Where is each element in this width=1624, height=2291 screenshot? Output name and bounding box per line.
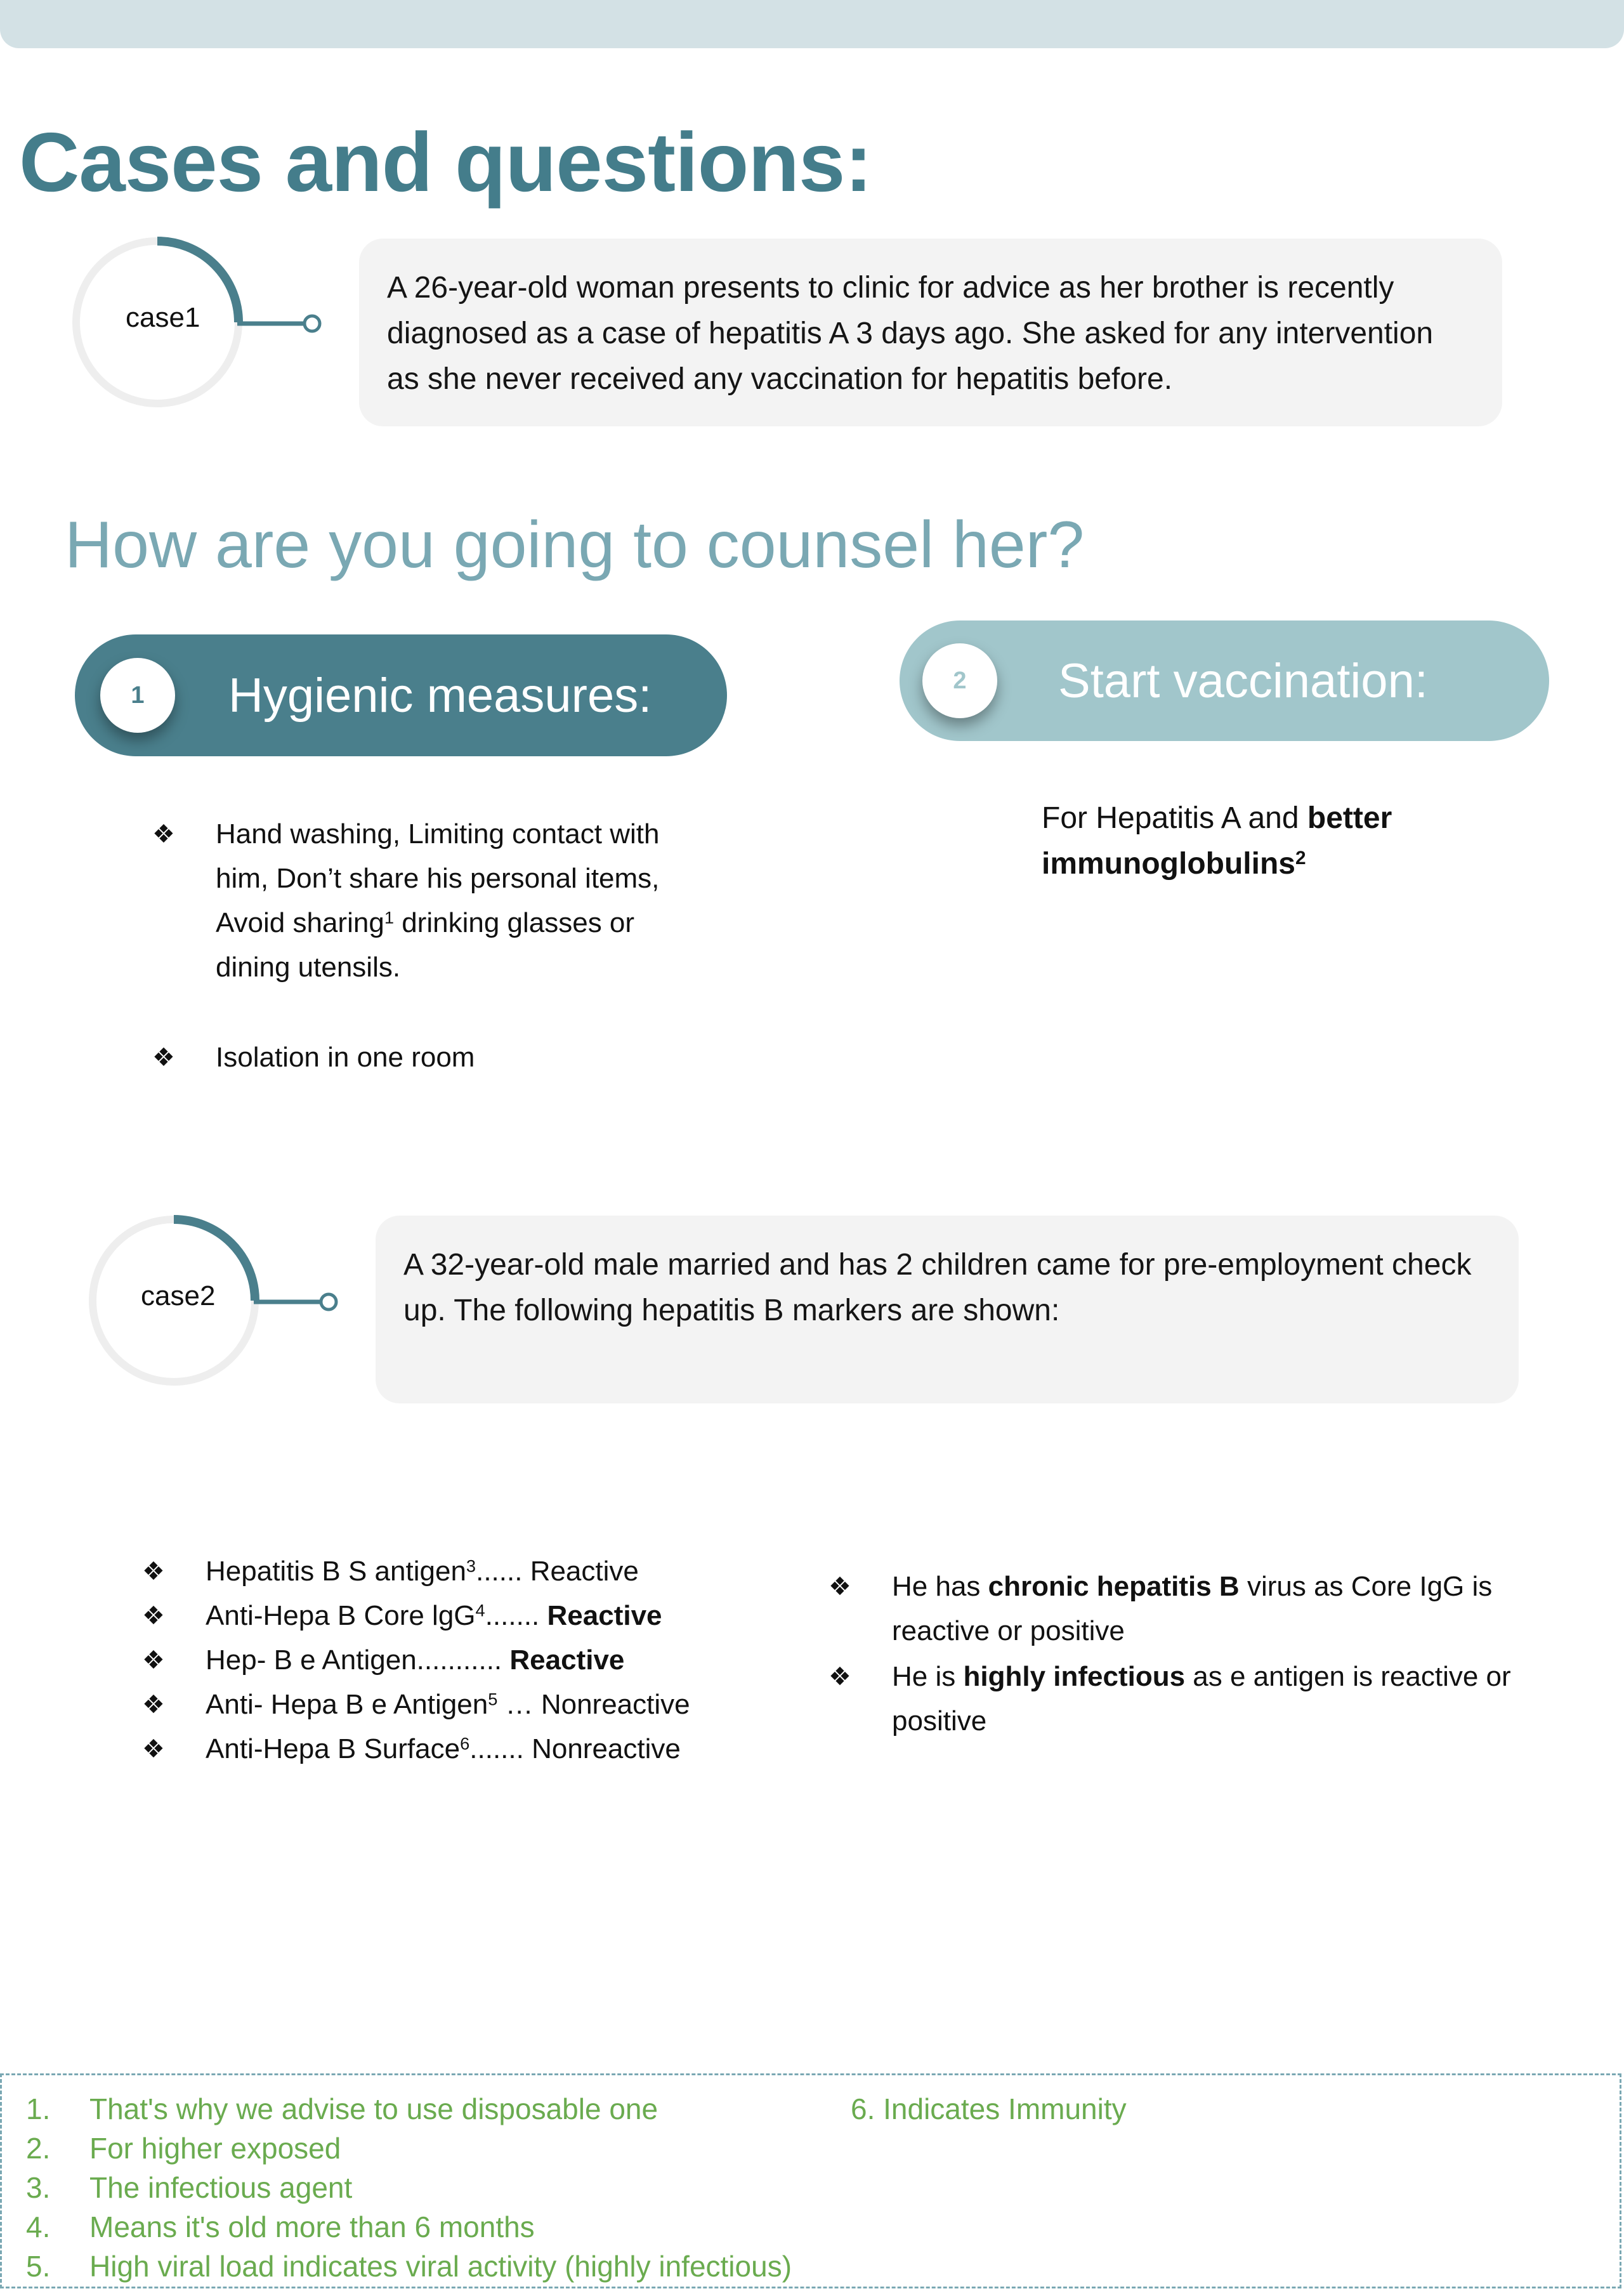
footnote-item bbox=[26, 2168, 851, 2207]
conclusion-emphasis: chronic hepatitis B bbox=[988, 1571, 1240, 1602]
footnotes-box bbox=[0, 2073, 1621, 2288]
conclusion-text: He has bbox=[892, 1571, 988, 1602]
conclusion-emphasis: highly infectious bbox=[963, 1661, 1186, 1692]
diamond-bullet-icon: ❖ bbox=[142, 1558, 165, 1585]
marker-result: Nonreactive bbox=[540, 1689, 690, 1720]
marker-row bbox=[142, 1638, 840, 1683]
marker-dots: … bbox=[497, 1689, 534, 1720]
diamond-bullet-icon: ❖ bbox=[828, 1573, 851, 1601]
case2-description: A 32-year-old male married and has 2 children came for pre-employment check up. The following hepatitis B markers are shown: bbox=[403, 1248, 1472, 1327]
marker-result: Reactive bbox=[547, 1600, 662, 1631]
hygiene-bullet-2-text: Isolation in one room bbox=[216, 1042, 475, 1073]
hepatitis-markers-list bbox=[142, 1549, 840, 1778]
vaccination-text-plain: For Hepatitis A and bbox=[1042, 801, 1307, 835]
footnote-text: For higher exposed bbox=[89, 2132, 341, 2165]
footnote-text: That's why we advise to use disposable one bbox=[89, 2092, 658, 2125]
case1-description-box bbox=[359, 239, 1502, 426]
footnote-text: The infectious agent bbox=[89, 2171, 353, 2204]
footnote-number: 5. bbox=[26, 2250, 51, 2283]
hygiene-bullet-1 bbox=[152, 812, 710, 996]
marker-name: Hepatitis B S antigen bbox=[206, 1556, 466, 1587]
diamond-bullet-icon: ❖ bbox=[142, 1602, 165, 1630]
footnote-number: 1. bbox=[26, 2092, 51, 2125]
diamond-bullet-icon: ❖ bbox=[828, 1663, 851, 1691]
diamond-bullet-icon: ❖ bbox=[152, 820, 175, 848]
marker-name: Anti-Hepa B Core lgG bbox=[206, 1600, 476, 1631]
marker-result: Reactive bbox=[530, 1556, 639, 1587]
vaccination-text-bold: better immunoglobulins bbox=[1042, 801, 1392, 881]
step2-number-badge: 2 bbox=[922, 643, 997, 718]
footnote-item bbox=[26, 2089, 851, 2129]
step2-title: Start vaccination: bbox=[1058, 653, 1428, 708]
marker-name: Anti- Hepa B e Antigen bbox=[206, 1689, 488, 1720]
case1-label: case1 bbox=[126, 302, 200, 333]
footnote-6: 6. Indicates Immunity bbox=[851, 2092, 1127, 2125]
marker-row bbox=[142, 1727, 840, 1771]
conclusion-infectious bbox=[828, 1655, 1539, 1743]
start-vaccination-pill bbox=[900, 620, 1549, 741]
diamond-bullet-icon: ❖ bbox=[142, 1691, 165, 1719]
step1-number-badge: 1 bbox=[100, 658, 175, 733]
footnote-number: 4. bbox=[26, 2210, 51, 2243]
conclusion-text: as e antigen is reactive or positive bbox=[892, 1661, 1511, 1736]
marker-row bbox=[142, 1594, 840, 1638]
conclusion-chronic bbox=[828, 1565, 1539, 1653]
marker-dots: ....... bbox=[485, 1600, 540, 1631]
marker-dots: ........... bbox=[416, 1644, 502, 1676]
conclusion-text: virus as Core IgG is reactive or positive bbox=[892, 1571, 1493, 1646]
footnote-ref-1: 1 bbox=[384, 907, 394, 928]
footnote-item bbox=[26, 2207, 851, 2247]
case1-connector-icon bbox=[235, 311, 324, 336]
footnote-item bbox=[26, 2247, 851, 2286]
marker-name: Hep- B e Antigen bbox=[206, 1644, 417, 1676]
marker-dots: ....... bbox=[469, 1733, 524, 1764]
footnote-item bbox=[26, 2129, 851, 2168]
footnote-ref-3: 3 bbox=[466, 1556, 476, 1576]
case1-description: A 26-year-old woman presents to clinic for advice as her brother is recently diagnosed as a case of hepatitis A 3 days ago. She asked for any intervention as she never received any vaccination for hepatitis before. bbox=[387, 271, 1434, 396]
marker-name: Anti-Hepa B Surface bbox=[206, 1733, 461, 1764]
diamond-bullet-icon: ❖ bbox=[142, 1735, 165, 1763]
marker-result: Nonreactive bbox=[532, 1733, 681, 1764]
hygiene-bullet-1-text-cont: drinking glasses or dining utensils. bbox=[216, 907, 635, 983]
marker-result: Reactive bbox=[509, 1644, 625, 1676]
footnote-ref-2: 2 bbox=[1295, 848, 1306, 869]
footnote-ref-5: 5 bbox=[488, 1689, 498, 1709]
footnote-text: High viral load indicates viral activity (highly infectious) bbox=[89, 2250, 792, 2283]
hygiene-bullet-1-text: Hand washing, Limiting contact with him, Don’t share his personal items, Avoid sharing bbox=[216, 818, 660, 938]
footnote-number: 3. bbox=[26, 2171, 51, 2204]
case2-label: case2 bbox=[141, 1280, 216, 1311]
footnote-ref-4: 4 bbox=[475, 1600, 485, 1620]
marker-row bbox=[142, 1683, 840, 1727]
marker-dots: ...... bbox=[476, 1556, 523, 1587]
vaccination-text bbox=[1042, 796, 1486, 887]
conclusion-text: He is bbox=[892, 1661, 964, 1692]
counsel-question: How are you going to counsel her? bbox=[65, 508, 1085, 582]
page-title: Cases and questions: bbox=[19, 115, 872, 209]
footnote-number: 2. bbox=[26, 2132, 51, 2165]
footnote-text: Means it's old more than 6 months bbox=[89, 2210, 535, 2243]
footnote-ref-6: 6 bbox=[460, 1733, 470, 1754]
top-banner bbox=[0, 0, 1624, 48]
case2-connector-icon bbox=[251, 1289, 340, 1315]
hygiene-bullet-2 bbox=[152, 1035, 710, 1080]
marker-row bbox=[142, 1549, 840, 1594]
diamond-bullet-icon: ❖ bbox=[142, 1646, 165, 1674]
step1-title: Hygienic measures: bbox=[228, 668, 652, 723]
diamond-bullet-icon: ❖ bbox=[152, 1044, 175, 1072]
hygienic-measures-pill bbox=[75, 634, 727, 756]
case2-description-box bbox=[376, 1216, 1519, 1403]
